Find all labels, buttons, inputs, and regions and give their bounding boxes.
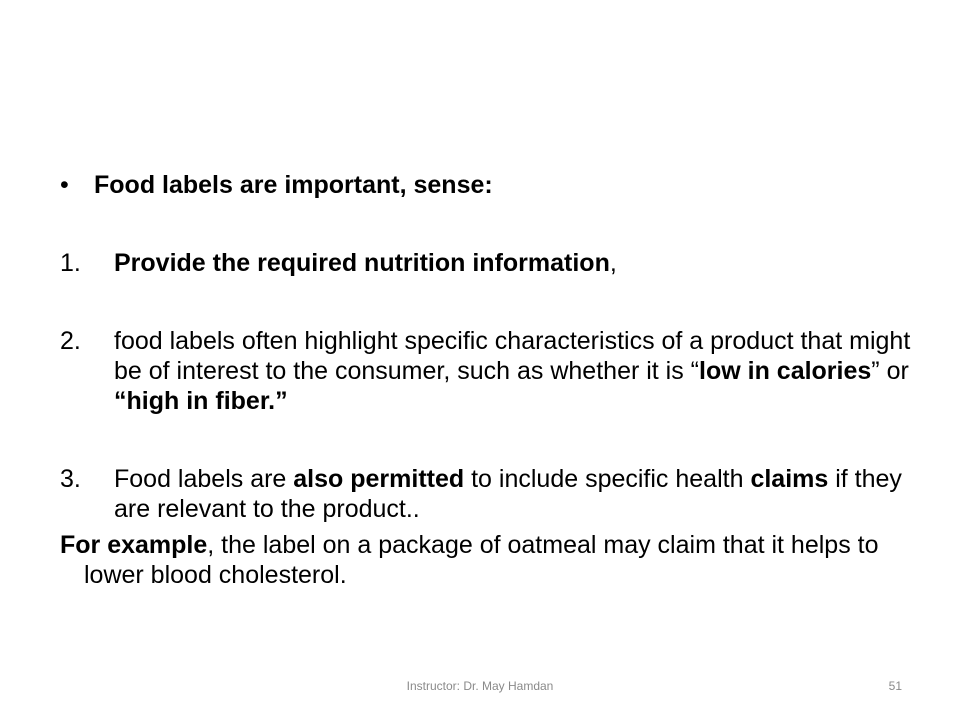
numbered-item-1: [60, 248, 920, 278]
item-text: ,: [609, 249, 617, 277]
item-text: to include specific health: [464, 465, 751, 493]
numbered-item-2: [60, 326, 920, 416]
bullet-dot-icon: •: [60, 171, 69, 199]
footer-instructor: Instructor: Dr. May Hamdan: [406, 679, 554, 693]
slide-body: [60, 170, 920, 590]
item-bold-text: also permitted: [293, 465, 465, 493]
slide-footer: [0, 679, 960, 699]
item-bold-text: claims: [750, 465, 829, 493]
item-number: 1.: [60, 249, 81, 277]
example-text: , the label on a package of oatmeal may claim that it helps to lower blood cholesterol.: [84, 531, 879, 589]
item-bold-text: low in calories: [699, 357, 872, 385]
item-number: 2.: [60, 327, 81, 355]
bullet-point: [60, 170, 920, 200]
item-text: food labels often highlight specific characteristics of a product that might be of interest to the consumer, such as whether it is “: [114, 327, 911, 385]
page-number: 51: [888, 679, 902, 693]
numbered-item-3: [60, 464, 920, 524]
item-bold-text: “high in fiber.”: [114, 387, 288, 415]
item-bold-text: Provide the required nutrition information: [114, 249, 610, 277]
bullet-text: Food labels are important, sense:: [94, 171, 493, 199]
item-text: Food labels are: [114, 465, 294, 493]
example-paragraph: [60, 530, 920, 590]
item-text: ” or: [871, 357, 909, 385]
item-text: if they are relevant to the product..: [114, 465, 902, 523]
item-number: 3.: [60, 465, 81, 493]
example-bold-text: For example: [60, 531, 208, 559]
